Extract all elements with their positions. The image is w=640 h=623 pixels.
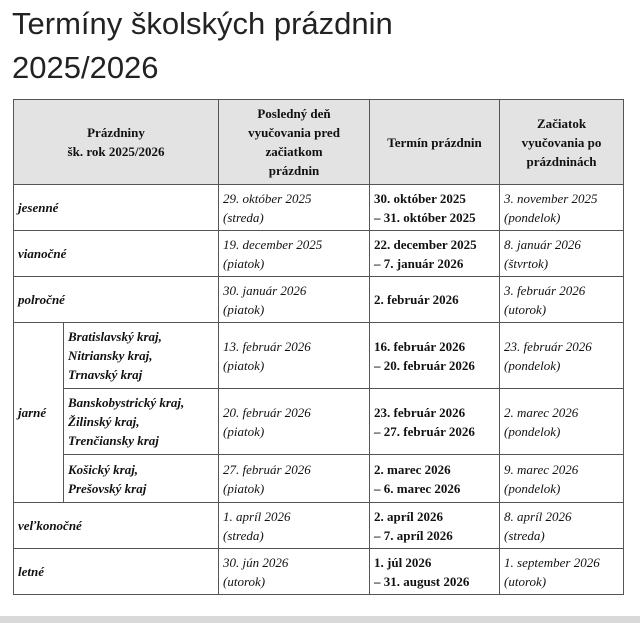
date-text: 2. marec 2026	[504, 404, 579, 420]
date-text: 3. november 2025	[504, 190, 598, 206]
date-text: 23. február 2026	[504, 338, 592, 354]
header-term	[370, 100, 500, 185]
term-start: 22. december 2025	[374, 236, 477, 252]
weekday-text: (streda)	[223, 527, 264, 543]
term-start: 16. február 2026	[374, 338, 466, 354]
page-title	[12, 2, 393, 90]
weekday-text: (piatok)	[223, 357, 265, 373]
last-day-cell	[219, 185, 370, 231]
start-cell	[500, 389, 624, 455]
term-start: 23. február 2026	[374, 404, 466, 420]
weekday-text: (utorok)	[504, 573, 547, 589]
table-row-vianocne	[14, 231, 624, 277]
term-cell	[370, 389, 500, 455]
term-cell	[370, 455, 500, 503]
weekday-text: (štvrtok)	[504, 255, 549, 271]
start-cell	[500, 277, 624, 323]
region-name: Nitriansky kraj,	[68, 348, 153, 363]
header-text: vyučovania pred	[248, 125, 340, 140]
table-row-letne	[14, 549, 624, 595]
header-text: Termín prázdnin	[387, 134, 482, 150]
term-start: 30. október 2025	[374, 190, 466, 206]
date-text: 1. apríl 2026	[223, 508, 291, 524]
term-start: 2. marec 2026	[374, 461, 451, 477]
table-row-jarne-2	[14, 389, 624, 455]
weekday-text: (streda)	[504, 527, 545, 543]
header-text: prázdnin	[268, 163, 320, 178]
date-text: 1. september 2026	[504, 554, 600, 570]
weekday-text: (pondelok)	[504, 209, 561, 225]
header-text: Prázdniny	[87, 125, 145, 140]
table-row-velkonocne	[14, 503, 624, 549]
region-name: Trenčiansky kraj	[68, 433, 159, 448]
category-cell: jesenné	[14, 185, 219, 231]
region-name: Banskobystrický kraj,	[68, 395, 185, 410]
term-start: 2. apríl 2026	[374, 508, 443, 524]
term-end: – 7. apríl 2026	[374, 527, 453, 543]
date-text: 27. február 2026	[223, 461, 311, 477]
table-row-jesenne	[14, 185, 624, 231]
category-cell: jarné	[14, 323, 64, 503]
term-end: – 31. august 2026	[374, 573, 470, 589]
start-cell	[500, 323, 624, 389]
weekday-text: (utorok)	[223, 573, 266, 589]
header-text: začiatkom	[265, 144, 323, 159]
term-start: 2. február 2026	[374, 292, 459, 307]
weekday-text: (piatok)	[223, 255, 265, 271]
header-text: šk. rok 2025/2026	[67, 144, 165, 159]
table-row-jarne-3	[14, 455, 624, 503]
last-day-cell	[219, 231, 370, 277]
term-end: – 20. február 2026	[374, 357, 475, 373]
holiday-schedule-table	[13, 99, 624, 595]
region-name: Prešovský kraj	[68, 480, 147, 496]
weekday-text: (piatok)	[223, 301, 265, 317]
start-cell	[500, 231, 624, 277]
title-line-2: 2025/2026	[12, 50, 159, 85]
term-end: – 6. marec 2026	[374, 480, 461, 496]
regions-cell	[64, 389, 219, 455]
start-cell	[500, 455, 624, 503]
header-text: prázdninách	[526, 153, 597, 169]
date-text: 8. január 2026	[504, 236, 581, 252]
title-line-1: Termíny školských prázdnin	[12, 6, 393, 41]
header-text: Posledný deň	[257, 106, 331, 121]
region-name: Košický kraj,	[68, 461, 139, 477]
header-start	[500, 100, 624, 185]
start-cell	[500, 503, 624, 549]
date-text: 30. jún 2026	[223, 554, 289, 570]
regions-cell	[64, 323, 219, 389]
category-cell: veľkonočné	[14, 503, 219, 549]
header-row	[14, 100, 624, 185]
table-row-polrocne	[14, 277, 624, 323]
table-row-jarne-1	[14, 323, 624, 389]
term-cell	[370, 231, 500, 277]
category-cell: letné	[14, 549, 219, 595]
date-text: 29. október 2025	[223, 190, 312, 206]
term-end: – 31. október 2025	[374, 209, 476, 225]
term-cell	[370, 549, 500, 595]
term-start: 1. júl 2026	[374, 554, 432, 570]
region-name: Trnavský kraj	[68, 367, 143, 382]
header-holidays	[14, 100, 219, 185]
date-text: 3. február 2026	[504, 282, 586, 298]
weekday-text: (streda)	[223, 209, 264, 225]
date-text: 30. január 2026	[223, 282, 307, 298]
term-end: – 7. január 2026	[374, 255, 464, 271]
weekday-text: (piatok)	[223, 423, 265, 439]
header-text: Začiatok	[536, 115, 587, 131]
date-text: 19. december 2025	[223, 236, 323, 252]
category-cell: vianočné	[14, 231, 219, 277]
start-cell	[500, 185, 624, 231]
last-day-cell	[219, 277, 370, 323]
last-day-cell	[219, 503, 370, 549]
last-day-cell	[219, 323, 370, 389]
last-day-cell	[219, 549, 370, 595]
date-text: 9. marec 2026	[504, 461, 579, 477]
region-name: Bratislavský kraj,	[68, 329, 162, 344]
category-cell: polročné	[14, 277, 219, 323]
region-name: Žilinský kraj,	[68, 414, 140, 429]
header-text: vyučovania po	[521, 134, 602, 150]
term-cell	[370, 277, 500, 323]
weekday-text: (pondelok)	[504, 357, 561, 373]
date-text: 20. február 2026	[223, 404, 311, 420]
term-cell	[370, 323, 500, 389]
bottom-divider	[0, 616, 640, 623]
weekday-text: (utorok)	[504, 301, 547, 317]
date-text: 13. február 2026	[223, 338, 311, 354]
weekday-text: (pondelok)	[504, 480, 561, 496]
weekday-text: (piatok)	[223, 480, 265, 496]
last-day-cell	[219, 389, 370, 455]
term-cell	[370, 185, 500, 231]
term-cell	[370, 503, 500, 549]
header-last-day	[219, 100, 370, 185]
regions-cell	[64, 455, 219, 503]
last-day-cell	[219, 455, 370, 503]
start-cell	[500, 549, 624, 595]
date-text: 8. apríl 2026	[504, 508, 572, 524]
weekday-text: (pondelok)	[504, 423, 561, 439]
term-end: – 27. február 2026	[374, 423, 475, 439]
